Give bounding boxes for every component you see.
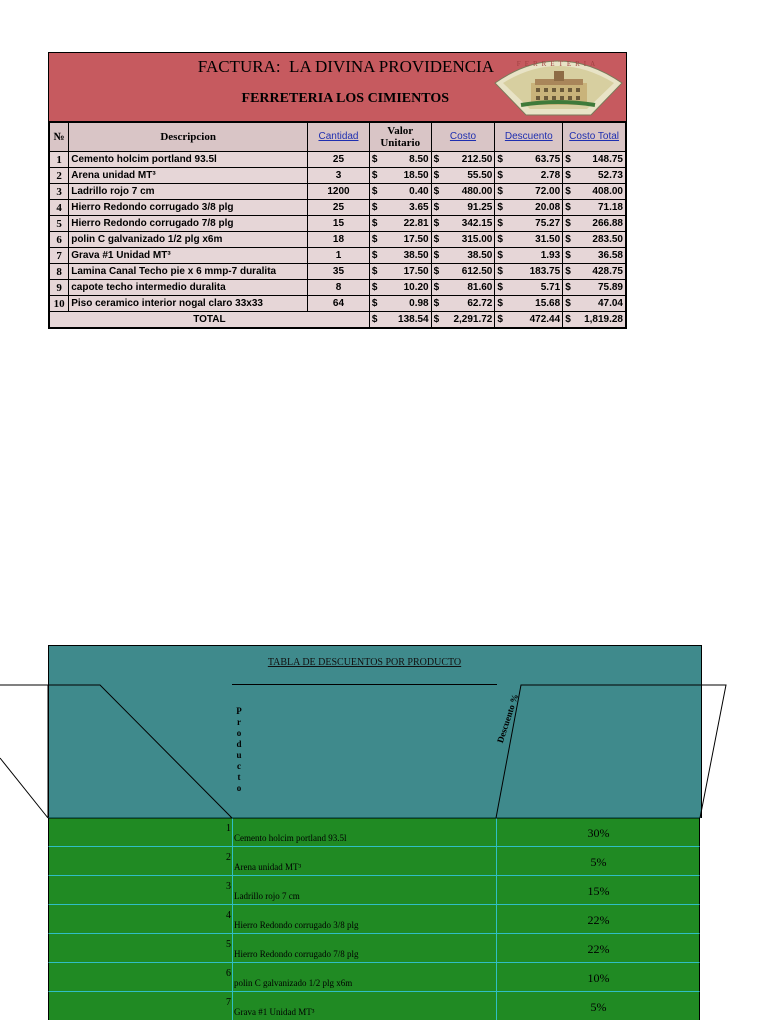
row-costo: $ 315.00 [431,232,495,248]
row-cantidad: 35 [308,264,370,280]
discount-row [48,904,700,933]
row-descuento: $ 72.00 [495,184,563,200]
row-num: 6 [50,232,69,248]
col-divider [232,905,233,933]
table-row [50,264,626,280]
row-descripcion: Arena unidad MT³ [69,168,308,184]
row-costo: $ 612.50 [431,264,495,280]
table-row [50,232,626,248]
table-row [50,152,626,168]
discount-row-product: Ladrillo rojo 7 cm [234,891,300,901]
row-descripcion: Ladrillo rojo 7 cm [69,184,308,200]
discount-row-product: Grava #1 Unidad MT³ [234,1007,315,1017]
discount-table-header [48,645,702,818]
row-costo-total: $ 47.04 [563,296,626,312]
discount-row [48,962,700,991]
row-descuento: $ 31.50 [495,232,563,248]
discount-row-num: 7 [226,997,231,1008]
col-producto-vertical [234,706,244,794]
discount-row-num: 4 [226,910,231,921]
row-num: 5 [50,216,69,232]
discount-row-num: 3 [226,881,231,892]
col-costo[interactable]: Costo [431,123,495,152]
row-descripcion: Hierro Redondo corrugado 7/8 plg [69,216,308,232]
row-costo-total: $ 36.58 [563,248,626,264]
col-valor-unitario-line1: Valor [387,125,414,137]
producto-letter: o [236,728,242,738]
table-row [50,248,626,264]
row-valor-unitario: $ 0.40 [369,184,431,200]
row-cantidad: 25 [308,152,370,168]
table-row [50,184,626,200]
row-cantidad: 64 [308,296,370,312]
table-row [50,200,626,216]
row-cantidad: 8 [308,280,370,296]
row-descripcion: polin C galvanizado 1/2 plg x6m [69,232,308,248]
row-cantidad: 18 [308,232,370,248]
invoice-body [50,152,626,312]
row-num: 7 [50,248,69,264]
row-costo: $ 55.50 [431,168,495,184]
logo-text: FERRETERIA [516,60,600,68]
row-num: 3 [50,184,69,200]
row-cantidad: 25 [308,200,370,216]
discount-row-product: Hierro Redondo corrugado 3/8 plg [234,920,359,930]
producto-letter: r [237,717,241,727]
total-descuento: $ 472.44 [495,312,563,328]
discount-row [48,933,700,962]
row-descripcion: Hierro Redondo corrugado 3/8 plg [69,200,308,216]
col-valor-unitario [369,123,431,152]
discount-row-num: 1 [226,823,231,834]
row-descuento: $ 1.93 [495,248,563,264]
col-divider [232,963,233,991]
discount-row-percent: 5% [590,1000,607,1014]
producto-letter: o [236,783,242,793]
row-costo-total: $ 75.89 [563,280,626,296]
col-descripcion: Descripcion [69,123,308,152]
row-costo-total: $ 428.75 [563,264,626,280]
invoice-header [49,53,626,122]
col-num: № [50,123,69,152]
row-cantidad: 1200 [308,184,370,200]
row-valor-unitario: $ 18.50 [369,168,431,184]
row-num: 1 [50,152,69,168]
row-costo: $ 38.50 [431,248,495,264]
row-valor-unitario: $ 10.20 [369,280,431,296]
discount-row [48,875,700,904]
discount-row-percent: 15% [587,884,610,898]
row-descuento: $ 5.71 [495,280,563,296]
producto-letter: t [237,772,241,782]
col-divider [232,847,233,875]
discount-row-num: 6 [226,968,231,979]
total-vu: $ 138.54 [369,312,431,328]
col-descuento[interactable]: Descuento [495,123,563,152]
row-num: 8 [50,264,69,280]
discount-row-num: 5 [226,939,231,950]
invoice-sheet [48,52,627,329]
row-num: 2 [50,168,69,184]
total-costo: $ 2,291.72 [431,312,495,328]
discount-row-product: Hierro Redondo corrugado 7/8 plg [234,949,359,959]
title-divider [232,684,497,685]
table-row [50,296,626,312]
discount-row-percent: 22% [587,942,610,956]
row-descuento: $ 63.75 [495,152,563,168]
table-row [50,168,626,184]
col-descuento-rotated: Descuento % [495,692,521,745]
row-descuento: $ 15.68 [495,296,563,312]
row-valor-unitario: $ 22.81 [369,216,431,232]
row-costo: $ 62.72 [431,296,495,312]
producto-letter: c [237,761,241,771]
ferreteria-logo [491,53,626,121]
col-divider [232,992,233,1020]
discount-row-percent: 5% [590,855,607,869]
producto-letter: d [236,739,242,749]
total-label: TOTAL [50,312,370,328]
producto-letter: P [236,706,242,716]
row-descuento: $ 2.78 [495,168,563,184]
row-valor-unitario: $ 38.50 [369,248,431,264]
discount-rows [48,817,700,1020]
row-costo-total: $ 408.00 [563,184,626,200]
discount-row-percent: 30% [587,826,610,840]
discount-row [48,846,700,875]
discount-row-product: Cemento holcim portland 93.5l [234,833,347,843]
row-valor-unitario: $ 17.50 [369,232,431,248]
row-cantidad: 15 [308,216,370,232]
discount-row-percent: 22% [587,913,610,927]
row-num: 9 [50,280,69,296]
row-valor-unitario: $ 3.65 [369,200,431,216]
discount-row-num: 2 [226,852,231,863]
row-valor-unitario: $ 0.98 [369,296,431,312]
invoice-title: FACTURA: LA DIVINA PROVIDENCIA [197,57,494,76]
col-valor-unitario-line2: Unitario [380,137,421,149]
row-descuento: $ 20.08 [495,200,563,216]
invoice-header-row [50,123,626,152]
col-costo-total[interactable]: Costo Total [563,123,626,152]
row-costo-total: $ 52.73 [563,168,626,184]
row-costo-total: $ 283.50 [563,232,626,248]
row-valor-unitario: $ 8.50 [369,152,431,168]
row-descripcion: Lamina Canal Techo pie x 6 mmp-7 duralita [69,264,308,280]
discount-table [48,645,700,1024]
col-divider [232,934,233,962]
row-costo: $ 342.15 [431,216,495,232]
row-cantidad: 1 [308,248,370,264]
table-row [50,280,626,296]
table-row [50,216,626,232]
row-valor-unitario: $ 17.50 [369,264,431,280]
row-descripcion: capote techo intermedio duralita [69,280,308,296]
discount-row [48,817,700,846]
row-descuento: $ 183.75 [495,264,563,280]
col-cantidad[interactable]: Cantidad [308,123,370,152]
producto-letter: u [236,750,242,760]
invoice-total-row [50,312,626,328]
invoice-subtitle: FERRETERIA LOS CIMIENTOS [241,91,449,106]
row-descripcion: Cemento holcim portland 93.5l [69,152,308,168]
row-costo-total: $ 71.18 [563,200,626,216]
row-cantidad: 3 [308,168,370,184]
row-descripcion: Grava #1 Unidad MT³ [69,248,308,264]
row-costo: $ 91.25 [431,200,495,216]
row-costo-total: $ 148.75 [563,152,626,168]
discount-table-title: TABLA DE DESCUENTOS POR PRODUCTO [267,657,462,668]
col-divider [232,876,233,904]
col-divider [232,818,233,846]
row-costo-total: $ 266.88 [563,216,626,232]
row-num: 4 [50,200,69,216]
discount-row [48,991,700,1020]
invoice-table [49,122,626,328]
discount-row-product: Arena unidad MT³ [234,862,302,872]
row-descripcion: Piso ceramico interior nogal claro 33x33 [69,296,308,312]
row-num: 10 [50,296,69,312]
discount-row-percent: 10% [587,971,610,985]
row-descuento: $ 75.27 [495,216,563,232]
row-costo: $ 81.60 [431,280,495,296]
discount-row-product: polin C galvanizado 1/2 plg x6m [234,978,353,988]
total-costo-total: $ 1,819.28 [563,312,626,328]
row-costo: $ 212.50 [431,152,495,168]
row-costo: $ 480.00 [431,184,495,200]
